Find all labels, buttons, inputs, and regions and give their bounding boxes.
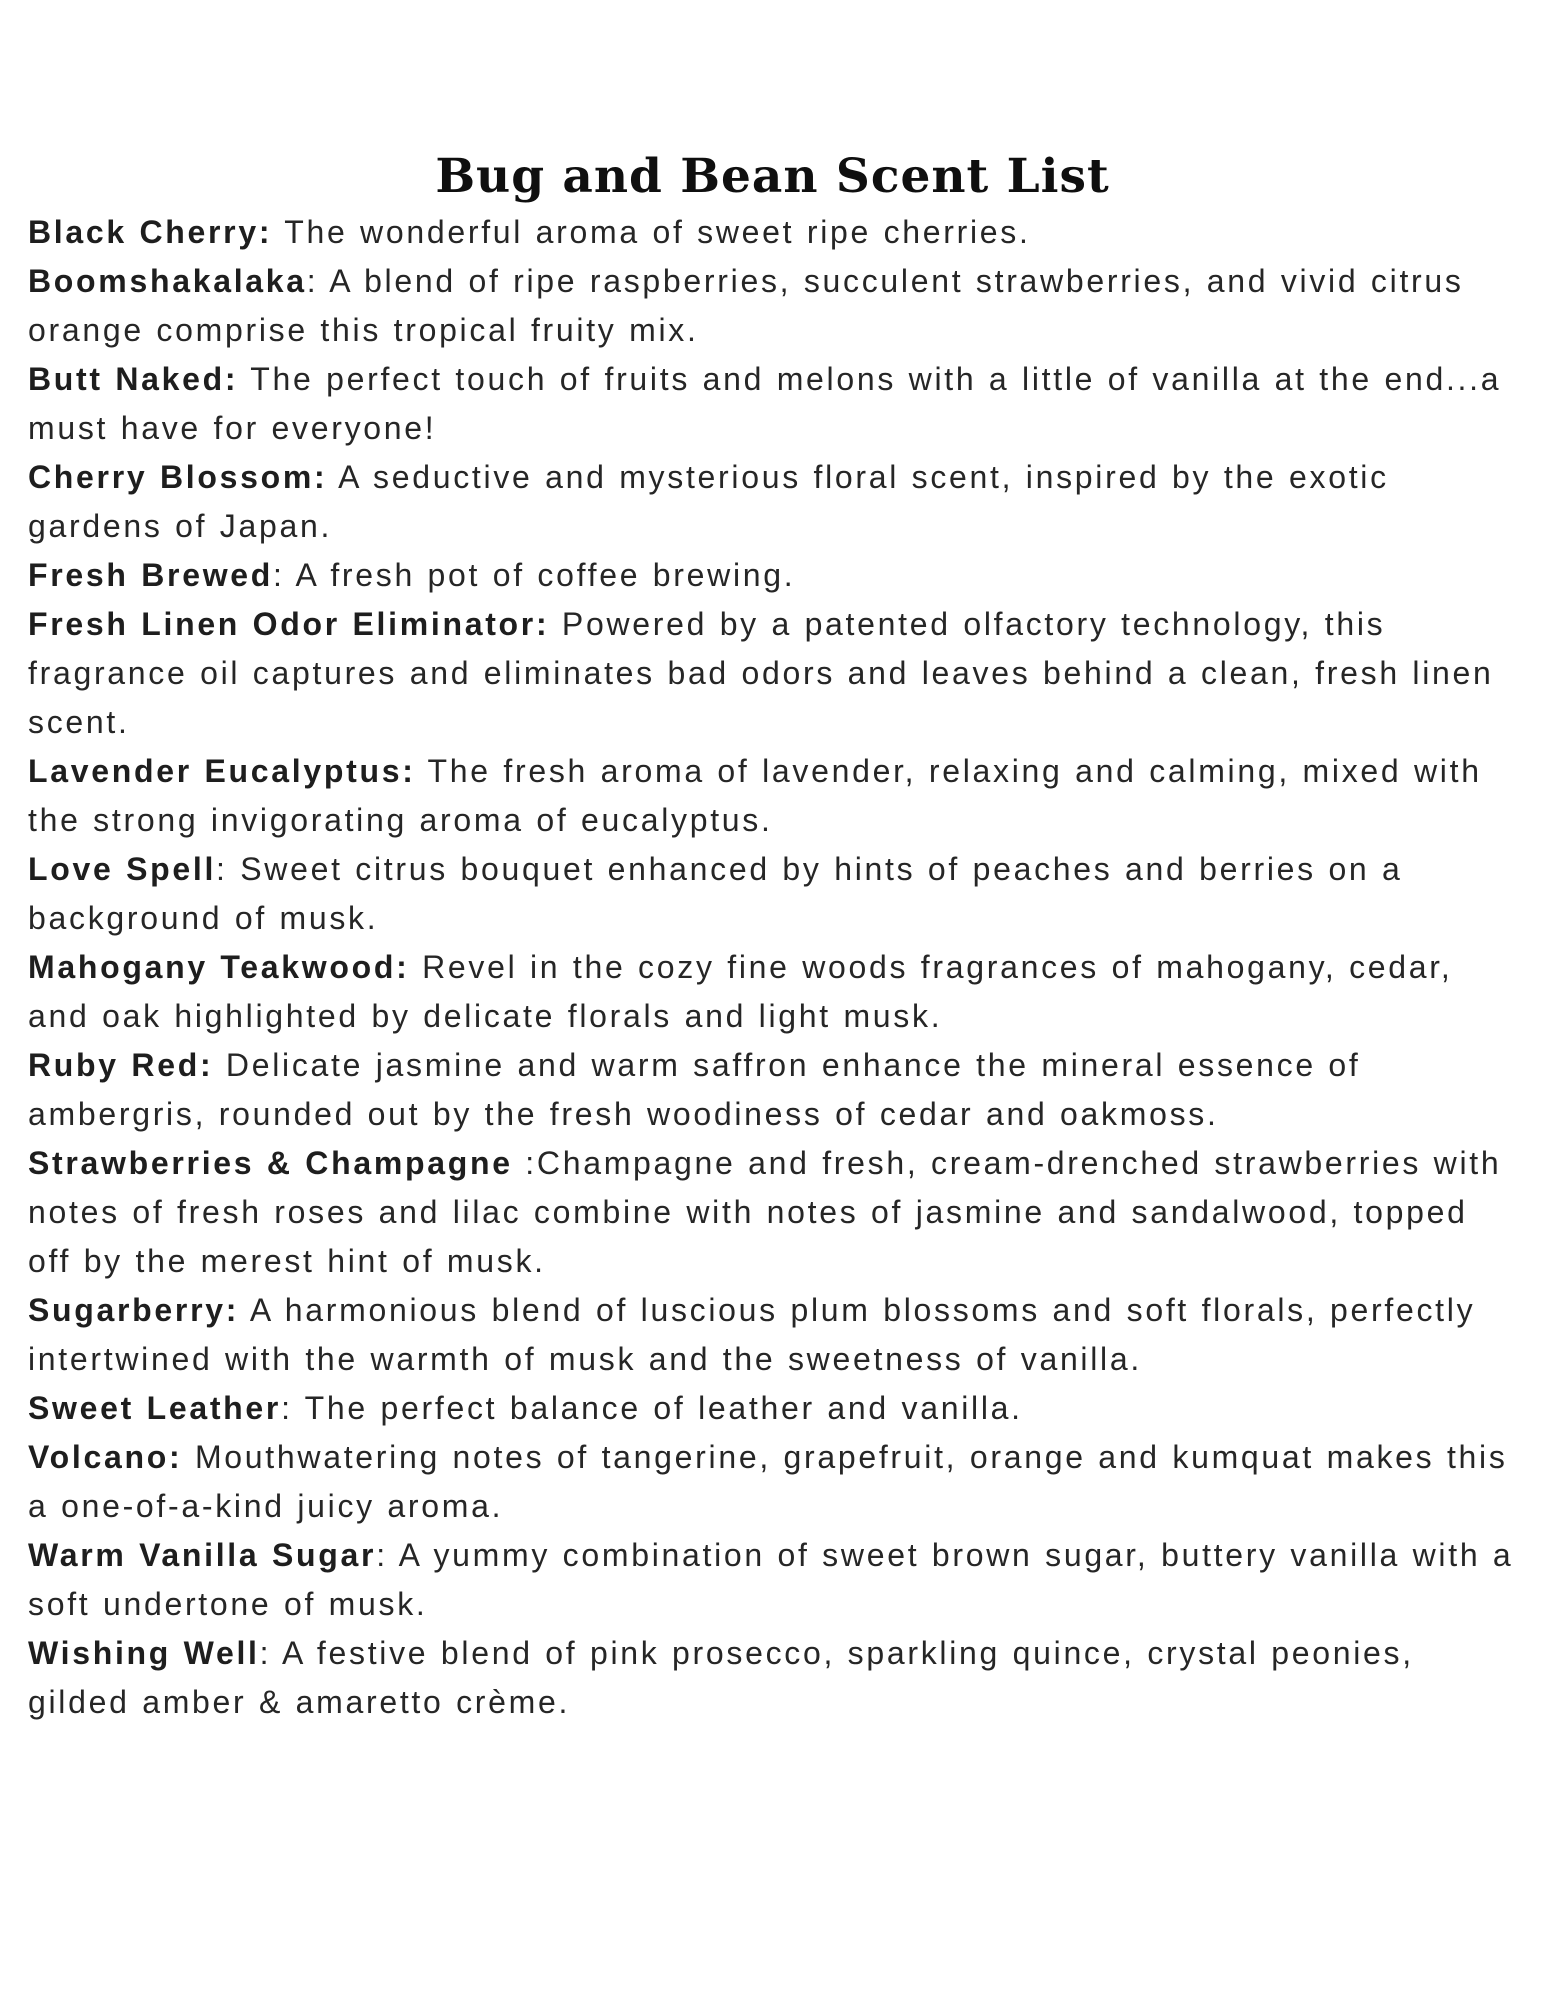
scent-list [0, 208, 1545, 1727]
scent-name: Ruby Red: [28, 1047, 214, 1084]
scent-description: : A yummy combination of sweet brown sugar, buttery vanilla with a soft undertone of musk. [28, 1537, 1514, 1623]
page-title: Bug and Bean Scent List [435, 149, 1110, 204]
scent-entry [28, 551, 1520, 600]
scent-name: Boomshakalaka [28, 263, 307, 300]
scent-description: The perfect touch of fruits and melons with a little of vanilla at the end...a must have for everyone! [28, 361, 1502, 447]
scent-entry [28, 943, 1520, 1041]
scent-name: Mahogany Teakwood: [28, 949, 410, 986]
scent-description: : The perfect balance of leather and vanilla. [281, 1390, 1023, 1427]
scent-description: Mouthwatering notes of tangerine, grapefruit, orange and kumquat makes this a one-of-a-kind juicy aroma. [28, 1439, 1508, 1525]
scent-entry [28, 1286, 1520, 1384]
scent-name: Warm Vanilla Sugar [28, 1537, 377, 1574]
scent-name: Fresh Linen Odor Eliminator: [28, 606, 550, 643]
scent-entry [28, 1433, 1520, 1531]
scent-name: Butt Naked: [28, 361, 239, 398]
scent-description: A seductive and mysterious floral scent, inspired by the exotic gardens of Japan. [28, 459, 1389, 545]
scent-description: A harmonious blend of luscious plum blossoms and soft florals, perfectly intertwined with the warmth of musk and the sweetness of vanilla. [28, 1292, 1476, 1378]
scent-entry [28, 1384, 1520, 1433]
scent-description: Revel in the cozy fine woods fragrances of mahogany, cedar, and oak highlighted by delicate florals and light musk. [28, 949, 1453, 1035]
scent-description: The wonderful aroma of sweet ripe cherries. [272, 214, 1031, 251]
scent-description: :Champagne and fresh, cream-drenched strawberries with notes of fresh roses and lilac combine with notes of jasmine and sandalwood, topped off by the merest hint of musk. [28, 1145, 1502, 1280]
scent-entry [28, 1531, 1520, 1629]
scent-description: Powered by a patented olfactory technology, this fragrance oil captures and eliminates bad odors and leaves behind a clean, fresh linen scent. [28, 606, 1494, 741]
scent-name: Sweet Leather [28, 1390, 282, 1427]
scent-description: The fresh aroma of lavender, relaxing and calming, mixed with the strong invigorating aroma of eucalyptus. [28, 753, 1482, 839]
scent-name: Love Spell [28, 851, 217, 888]
scent-entry [28, 355, 1520, 453]
scent-entry [28, 1041, 1520, 1139]
scent-entry [28, 1629, 1520, 1727]
scent-name: Volcano: [28, 1439, 183, 1476]
scent-name: Lavender Eucalyptus: [28, 753, 416, 790]
scent-description: : A festive blend of pink prosecco, sparkling quince, crystal peonies, gilded amber & amaretto crème. [28, 1635, 1414, 1721]
scent-entry [28, 747, 1520, 845]
scent-description: Delicate jasmine and warm saffron enhance the mineral essence of ambergris, rounded out by the fresh woodiness of cedar and oakmoss. [28, 1047, 1361, 1133]
scent-name: Wishing Well [28, 1635, 260, 1672]
scent-name: Black Cherry: [28, 214, 273, 251]
scent-description: : A fresh pot of coffee brewing. [273, 557, 796, 594]
scent-name: Sugarberry: [28, 1292, 240, 1329]
scent-entry [28, 600, 1520, 747]
scent-entry [28, 1139, 1520, 1286]
scent-entry [28, 845, 1520, 943]
scent-description: : Sweet citrus bouquet enhanced by hints of peaches and berries on a background of musk. [28, 851, 1403, 937]
scent-entry [28, 208, 1520, 257]
scent-name: Fresh Brewed [28, 557, 274, 594]
scent-name: Strawberries & Champagne [28, 1145, 513, 1182]
scent-description: : A blend of ripe raspberries, succulent strawberries, and vivid citrus orange comprise this tropical fruity mix. [28, 263, 1464, 349]
scent-entry [28, 453, 1520, 551]
scent-entry [28, 257, 1520, 355]
scent-name: Cherry Blossom: [28, 459, 328, 496]
